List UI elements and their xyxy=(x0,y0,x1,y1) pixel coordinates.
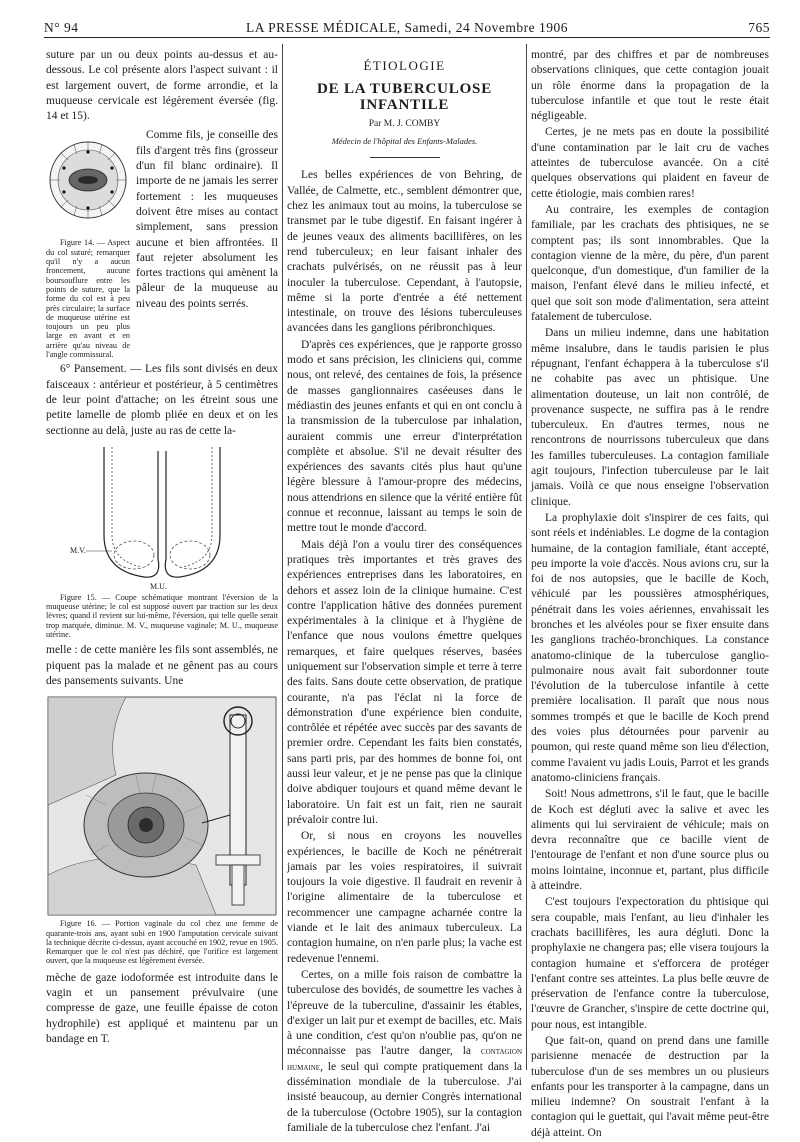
col1-paragraph-5: mèche de gaze iodoformée est introduite dans le vagin et un pansement prévulvaire (une compresse de gaze, une feuille épaisse de coton hydrophile) est appliqué et maintenu par un bandage en T. xyxy=(46,971,278,1045)
col1-paragraph-4: melle : de cette manière les fils sont assemblés, ne piquent pas la malade et ne gênent pas au cours des pansements suivants. Une xyxy=(46,644,278,687)
col1-paragraph-1: suture par un ou deux points au-dessus et au-dessous. Le col présente alors l'aspect suivant : il est largement ouvert, de forme arrondie, et la muqueuse cervicale est légèrement éversée (fig. 14 et 15). xyxy=(46,49,278,123)
column-1 xyxy=(46,48,278,1048)
issue-number: N° 94 xyxy=(44,20,79,35)
col3-paragraph-8: Que fait-on, quand on prend dans une famille parisienne menacée de destruction par la tuberculose d'un de ses membres un ou plusieurs enfants pour les transporter à la campagne, dans un milieu indemne? On soustrait l'enfant à la contagion qui le guettait, qui l'avait même peut-être déjà atteint. On xyxy=(531,1035,769,1139)
col3-paragraph-1: montré, par des chiffres et par de nombreuses observations cliniques, que cette contagion jouait un rôle énorme dans la propagation de la tuberculose infantile et que tout le reste était négligeable. xyxy=(531,49,769,123)
figure-16 xyxy=(46,695,278,917)
col3-paragraph-4: Dans un milieu indemne, dans une habitation même insalubre, dans le taudis parisien le plus répugnant, l'enfant échappera à la tuberculose s'il ne cohabite pas avec un phtisique. Une alimentation douteuse, un lait non contrôlé, de provenance suspecte, ne suffira pas à le rendre tuberculeux. En d'autres termes, nous ne rencontrons de nourrissons tuberculeux que dans les familles tuberculeuses. La contagion familiale agit toujours, l'infection tuberculeuse par le lait jamais. Voilà ce que nous enseigne l'observation clinique. xyxy=(531,327,769,508)
column-divider-left xyxy=(282,44,283,1070)
column-2 xyxy=(287,48,522,1137)
figure-14 xyxy=(46,128,130,360)
article-rule xyxy=(370,157,440,158)
col3-paragraph-3: Au contraire, les exemples de contagion familiale, par les crachats des phtisiques, ne se comptent pas; ils sont innombrables. Que la contagion vienne de la mère, du père, d'un parent quelconque, d'un domestique, d'un familier de la maison, l'enfant élevé dans le milieu infecté, et quel que soit son mode d'alimentation, sera atteint fatalement de tuberculose. xyxy=(531,203,769,324)
col2-paragraph-5-start: Certes, on a mille fois raison de combattre la tuberculose des bovidés, de soumettre les vaches à l'épreuve de la tuberculine, d'assainir les étables, d'exiger un lait pur et exempt de bacilles, etc. Mais à une condition, c'est qu'on n'oublie pas, qu'on ne méconnaisse pas l'autre danger, la xyxy=(287,968,522,1058)
col2-paragraph-5 xyxy=(287,968,522,1136)
col3-paragraph-7: C'est toujours l'expectoration du phtisique qui sera coupable, mais l'enfant, au lieu d'inhaler les crachats bacillifères, les aura dégluti. Donc la prophylaxie ne changera pas; elle visera toujours la contagion humaine et s'efforcera de protéger l'enfant contre ses atteintes. La plus belle œuvre de préservation de l'enfance contre la tuberculose, l'œuvre de Grancher, s'inspire de cette doctrine qui, pour nous, est intangible. xyxy=(531,896,769,1031)
journal-title: LA PRESSE MÉDICALE, Samedi, 24 Novembre 1906 xyxy=(246,20,568,35)
col2-paragraph-2: D'après ces expériences, que je rapporte grosso modo et sans précision, les cliniciens qui, comme nous, ont relevé, des centaines de fois, la présence de masses ganglionnaires caséeuses dans le médiastin des jeunes enfants et qui en ont conclu à la transmission de la tuberculose par inhalation, auraient commis une erreur d'interprétation complète et absolue. S'il ne devait résulter des expériences des savants cités plus haut qu'une légère blessure à l'amour-propre des médecins, nous attendrions en silence que la vérité entière fût connue et reconnue, laissant au temps le soin de mettre tout le monde d'accord. xyxy=(287,338,522,535)
col3-paragraph-6: Soit! Nous admettrons, s'il le faut, que le bacille de Koch est dégluti avec la salive et avec les aliments qui lui serviraient de véhicule; mais on devra reconnaître que ce bacille vient de l'entourage de l'enfant et non d'une source plus ou moins lointaine, inconnue et, partant, plus difficile à atteindre. xyxy=(531,788,769,893)
col1-paragraph-3: 6° Pansement. — Les fils sont divisés en deux faisceaux : antérieur et postérieur, à 5 centimètres de leur point d'attache; on les étreint sous une petite lamelle de plomb pliée en deux et on les sectionne au delà, juste au ras de cette la- xyxy=(46,363,278,437)
figure-16-caption: Figure 16. — Portion vaginale du col chez une femme de quarante-trois ans, ayant subi en 1900 l'amputation cervicale suivant la technique décrite ci-dessus, ayant accouché en 1902, revue en 1905. Remarquer que le col n'est pas déchiré, que l'orifice est largement ouvert, que la muqueuse est légèrement éversée. xyxy=(46,919,278,966)
article-title-line-2: DE LA TUBERCULOSE INFANTILE xyxy=(316,81,493,113)
page-number: 765 xyxy=(748,20,770,35)
figure-16-illustration xyxy=(46,695,278,917)
contagion-humaine-smallcaps: contagion humaine xyxy=(287,1046,522,1073)
article-affiliation: Médecin de l'hôpital des Enfants-Malades. xyxy=(331,136,478,147)
header-rule xyxy=(44,37,770,38)
column-3 xyxy=(531,48,769,1142)
figure-15-illustration xyxy=(46,443,278,591)
col1-paragraph-2: Comme fils, je conseille des fils d'argent très fins (grosseur d'un fil blanc ordinaire). Il importe de ne jamais les serrer fortement : les muqueuses doivent être mises au contact simplement, sans pression aucune et bien affrontées. Il faut rejeter absolument les fortes tractions qui amènent la pâleur de la muqueuse au niveau des points serrés. xyxy=(136,129,278,310)
col2-paragraph-5-end: , le seul qui compte pratiquement dans la dissémination mondiale de la tuberculose. J'ai insisté beaucoup, au dernier Congrès international de la tuberculose (Octobre 1905), sur la contagion familiale de la tuberculose chez l'enfant. J'ai xyxy=(287,1060,522,1134)
col1-paragraph-2-wrap xyxy=(136,128,278,360)
article-title-line-1: ÉTIOLOGIE xyxy=(363,58,446,73)
label-mu: M.U. xyxy=(150,581,167,591)
figure-15 xyxy=(46,443,278,591)
col2-paragraph-4: Or, si nous en croyons les nouvelles expériences, le bacille de Koch ne pénétrerait jamais par les voies respiratoires, il suivrait toujours la voie digestive. Il faudrait en revenir à l'origine alimentaire de la tuberculose et recommencer une campagne acharnée contre la viande et le lait des animaux tuberculeux. La contagion humaine, on n'en parle plus; la vache est redevenue l'ennemi. xyxy=(287,830,522,965)
col3-paragraph-2: Certes, je ne mets pas en doute la possibilité d'une contamination par le lait cru de vaches atteintes de tuberculose avancée. On a cité quelques observations qui plaident en faveur de cette étiologie, mais combien rares! xyxy=(531,126,769,200)
label-mv: M.V. xyxy=(70,545,86,555)
article-author: Par M. J. COMBY xyxy=(368,118,441,129)
figure-14-illustration xyxy=(46,128,130,238)
col2-paragraph-1: Les belles expériences de von Behring, de Vallée, de Calmette, etc., semblent démontrer que, chez les animaux tout au moins, la tuberculose se transmet par le tube digestif. En faisant ingérer à de jeunes veaux des aliments bacillifères, on les rend tuberculeux; en leur faisant inhaler des crachats pulvérisés, on ne réussit pas à leur inoculer la tuberculose. Cependant, à l'autopsie, même si la porte d'entrée a été nettement intestinale, on trouve des lésions tuberculeuses avancées dans les ganglions péribronchiques. xyxy=(287,169,522,335)
figure-15-caption: Figure 15. — Coupe schématique montrant l'éversion de la muqueuse utérine; le col est supposé ouvert par traction sur les deux lèvres; quand il revient sur lui-même, l'éversion, qui telle quelle serait trop marquée, diminue. M. V., muqueuse vaginale; M. U., muqueuse utérine. xyxy=(46,592,278,640)
figure-14-caption: Figure 14. — Aspect du col suturé; remarquer qu'il n'y a aucun froncement, aucune boursouflure entre les points de suture, que la forme du col est à peu près circulaire; la surface de muqueuse utérine est toujours un peu plus large en avant et en arrière qu'au niveau de l'angle commissural. xyxy=(46,238,130,360)
column-divider-right xyxy=(526,44,527,1070)
col2-paragraph-3: Mais déjà l'on a voulu tirer des conséquences pratiques très importantes et très graves des expériences entreprises dans les laboratoires, en dehors et assez loin de la clinique humaine. C'est contre l'application hâtive des données purement expérimentales à la clinique et à l'hygiène de l'enfance que nous voulons émettre quelques remarques, et faire quelques réserves, basées uniquement sur l'observation simple et terre à terre des faits. Sans doute cette observation, de pratique courante, n'a pas l'éclat ni la force de démonstration d'une expérience bien conduite, contrôlée et répétée avec succès par des savants de premier ordre. Cependant les faits bien constatés, sans parti pris, par des hommes de bonne foi, ont aussi leur valeur, et je ne pense pas que la clinique doive abdiquer toujours et quand même devant le laboratoire. Un fait est un fait, rien ne saurait prévaloir contre lui. xyxy=(287,538,522,826)
figure-14-block xyxy=(46,128,278,360)
col3-paragraph-5: La prophylaxie doit s'inspirer de ces faits, qui sont réels et indéniables. Le dogme de la contagion humaine, de la contagion familiale, étant accepté, peu importe la voie d'accès. Nous avions cru, sur la foi de nos autopsies, que le bacille de Koch, véhiculé par les poussières atmosphériques, pénétrait dans les voies aériennes, envahissait les bronches et les alvéoles pour se fixer ensuite dans les ganglions trachéo-bronchiques. La constance anatomo-clinique de la tuberculose ganglio-pulmonaire nous avait fait subordonner toute l'évolution de la tuberculose infantile à cette première localisation. Il paraît que nous nous sommes trompés et que le bacille de Koch prend des voies plus détournées pour parvenir au poumon, qui reste quand même son lieu d'élection, comme l'avaient vu jadis Louis, Parrot et les grands anatomo-cliniciens français. xyxy=(531,511,769,784)
